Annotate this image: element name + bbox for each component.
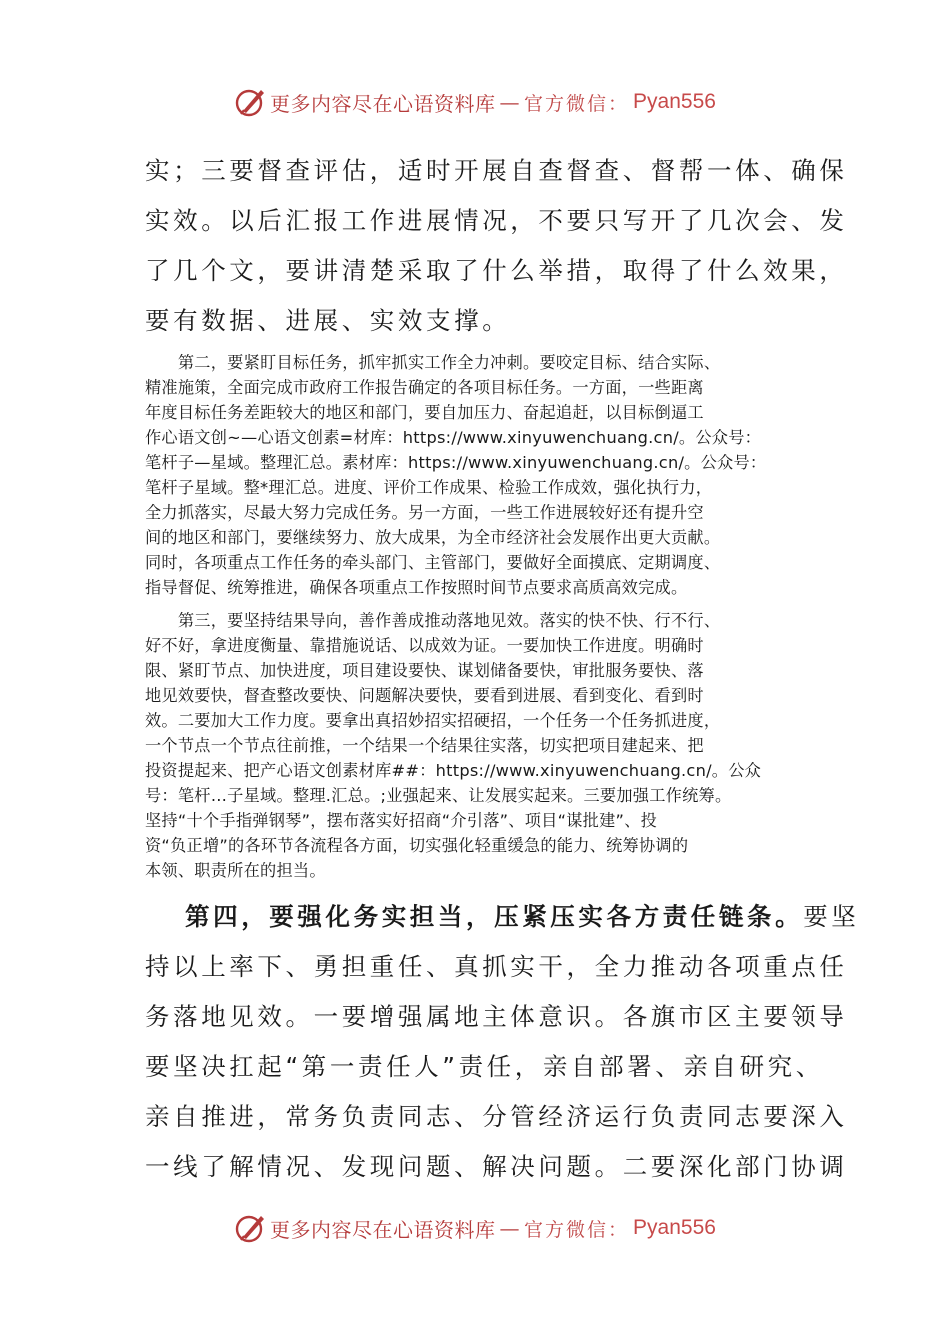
paragraph-3-line: 本领、职责所在的担当。 [145,861,326,880]
paragraph-4-line: 持以上率下、勇担重任、真抓实干，全力推动各项重点任 [145,952,848,981]
watermark-wechat-label: 官方微信： [524,92,630,115]
paragraph-2-line: 作心语文创~—心语文创素=材库：https://www.xinyuwenchuang.cn/。公众号： [145,428,762,447]
paragraph-3-line: 第三，要坚持结果导向，善作善成推动落地见效。落实的快不快、行不行、 [145,611,721,630]
paragraph-3-line: 效。二要加大工作力度。要拿出真招妙招实招硬招，一个任务一个任务抓进度， [145,711,721,730]
paragraph-2-line: 精准施策，全面完成市政府工作报告确定的各项目标任务。一方面，一些距离 [145,378,704,397]
paragraph-4-first-rest: 要坚 [803,902,860,931]
watermark-dash: — [499,90,521,114]
watermark-banner-top [0,82,950,122]
watermark-dash: — [499,1216,521,1240]
paragraph-2-line: 同时，各项重点工作任务的牵头部门、主管部门，要做好全面摸底、定期调度、 [145,553,721,572]
watermark-wechat-id: Pyan556 [633,90,716,113]
paragraph-2-line: 笔杆子—星域。整理汇总。素材库：https://www.xinyuwenchuang.cn/。公众号： [145,453,767,472]
paragraph-3-line: 好不好，拿进度衡量、靠措施说话、以成效为证。一要加快工作进度。明确时 [145,636,704,655]
paragraph-4-line: 要坚决扛起“第一责任人”责任，亲自部署、亲自研究、 [145,1052,824,1081]
quill-logo-icon [234,85,268,119]
paragraph-3-line: 地见效要快，督查整改要快、问题解决要快，要看到进展、看到变化、看到时 [145,686,704,705]
paragraph-3-line: 一个节点一个节点往前推，一个结果一个结果往实落，切实把项目建起来、把 [145,736,704,755]
paragraph-1-line: 了几个文，要讲清楚采取了什么举措，取得了什么效果， [145,256,848,285]
paragraph-2-line: 间的地区和部门，要继续努力、放大成果，为全市经济社会发展作出更大贡献。 [145,528,721,547]
paragraph-4-line: 亲自推进，常务负责同志、分管经济运行负责同志要深入 [145,1102,848,1131]
quill-logo-icon [234,1211,268,1245]
paragraph-3-line: 限、紧盯节点、加快进度，项目建设要快、谋划储备要快，审批服务要快、落 [145,661,704,680]
watermark-wechat-label: 官方微信： [524,1218,630,1241]
paragraph-2-line: 全力抓落实，尽最大努力完成任务。另一方面，一些工作进展较好还有提升空 [145,503,704,522]
paragraph-4-heading: 第四，要强化务实担当，压紧压实各方责任链条。 [185,902,804,931]
paragraph-3-line: 资“负正增”的各环节各流程各方面，切实强化轻重缓急的能力、统筹协调的 [145,836,689,855]
paragraph-4-line: 务落地见效。一要增强属地主体意识。各旗市区主要领导 [145,1002,848,1031]
watermark-text: 更多内容尽在心语资料库 [270,91,496,116]
paragraph-1-line: 实；三要督查评估，适时开展自查督查、督帮一体、确保 [145,156,848,185]
paragraph-1-line: 要有数据、进展、实效支撑。 [145,306,511,335]
paragraph-2-line: 笔杆子星域。整*理汇总。进度、评价工作成果、检验工作成效，强化执行力， [145,478,713,497]
paragraph-2-line: 指导督促、统筹推进，确保各项重点工作按照时间节点要求高质高效完成。 [145,578,688,597]
paragraph-4-first-line [185,892,860,942]
watermark-text: 更多内容尽在心语资料库 [270,1217,496,1242]
paragraph-1-line: 实效。以后汇报工作进展情况，不要只写开了几次会、发 [145,206,848,235]
paragraph-2-line: 第二，要紧盯目标任务，抓牢抓实工作全力冲刺。要咬定目标、结合实际、 [145,353,721,372]
watermark-banner-bottom [0,1208,950,1248]
watermark-wechat-id: Pyan556 [633,1216,716,1239]
paragraph-3-line: 投资提起来、把产心语文创素材库##：https://www.xinyuwenchuang.cn/。公众 [145,761,762,780]
paragraph-3-line: 号：笔杆…子星域。整理.汇总。;业强起来、让发展实起来。三要加强工作统筹。 [145,786,732,805]
paragraph-2-line: 年度目标任务差距较大的地区和部门，要自加压力、奋起追赶，以目标倒逼工 [145,403,704,422]
paragraph-4-line: 一线了解情况、发现问题、解决问题。二要深化部门协调 [145,1152,848,1181]
paragraph-3-line: 坚持“十个手指弹钢琴”，摆布落实好招商“介引落”、项目“谋批建”、投 [145,811,658,830]
